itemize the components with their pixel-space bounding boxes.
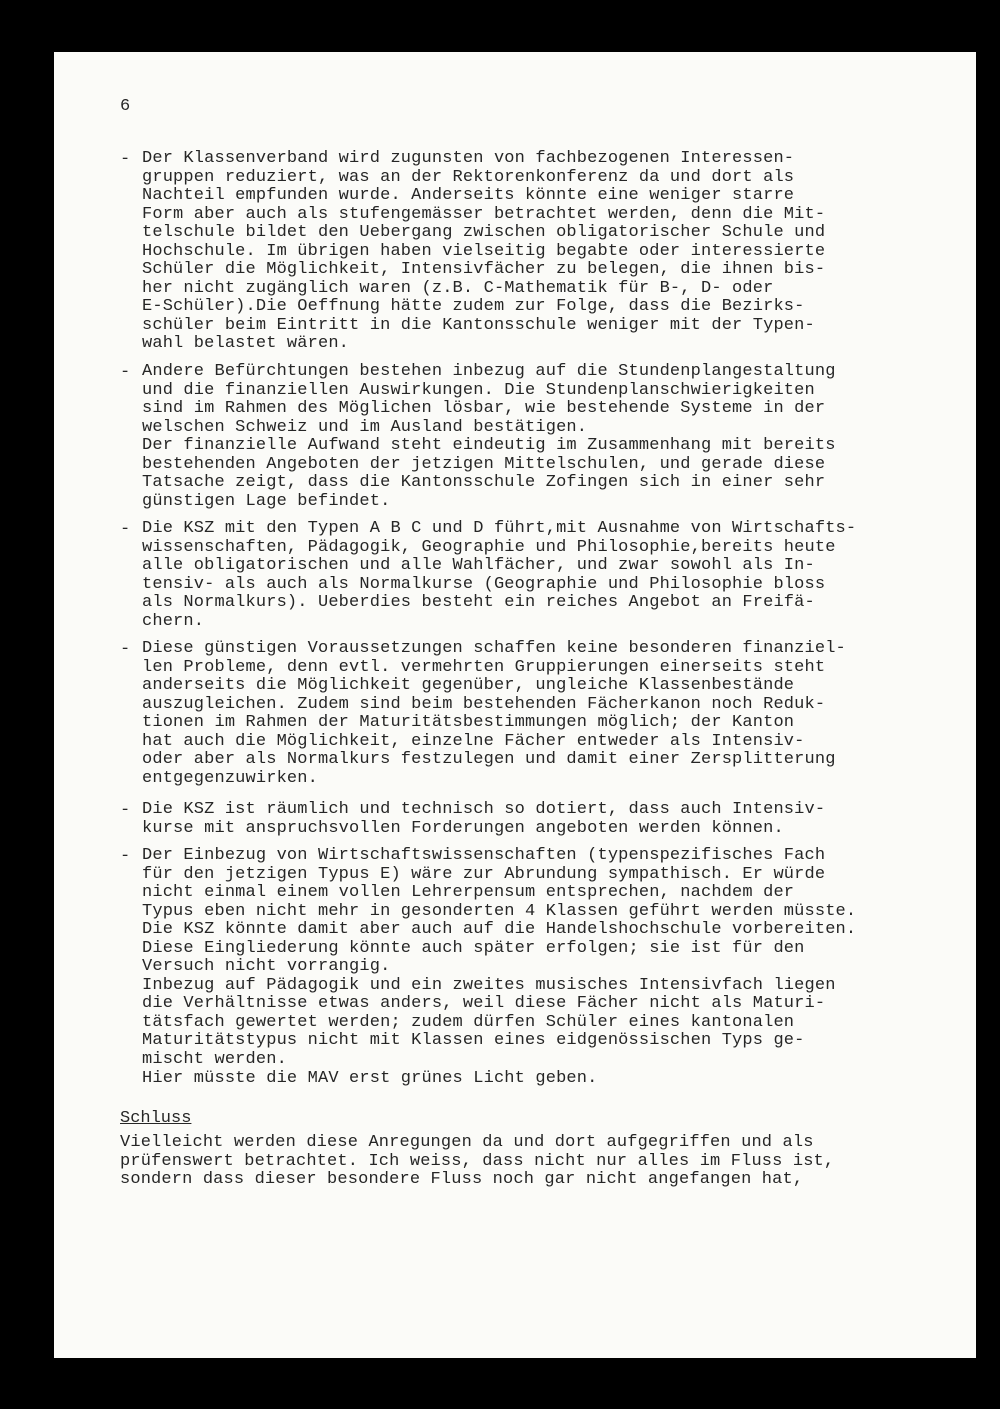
text-line: alle obligatorischen und alle Wahlfächer, und zwar sowohl als In- — [142, 556, 815, 576]
text-line: Die KSZ mit den Typen A B C und D führt,mit Ausnahme von Wirtschafts- — [142, 519, 857, 538]
list-item — [120, 640, 920, 788]
section-heading: Schluss — [120, 1109, 192, 1128]
text-line: und die finanziellen Auswirkungen. Die Stundenplanschwierigkeiten — [142, 380, 815, 400]
text-line: gruppen reduziert, was an der Rektorenkonferenz da und dort als — [142, 167, 795, 187]
bullet-marker: - — [120, 801, 131, 820]
text-line: entgegenzuwirken. — [142, 768, 318, 788]
text-line: Inbezug auf Pädagogik und ein zweites musisches Intensivfach liegen — [142, 975, 836, 995]
text-line: hat auch die Möglichkeit, einzelne Fächer entweder als Intensiv- — [142, 731, 805, 751]
text-line: Hochschule. Im übrigen haben vielseitig begabte oder interessierte — [142, 241, 826, 261]
document-page — [54, 52, 976, 1358]
conclusion-paragraph — [120, 1134, 834, 1190]
page-number: 6 — [120, 97, 131, 116]
text-line: welschen Schweiz und im Ausland bestätigen. — [142, 417, 588, 437]
text-line: wahl belastet wären. — [142, 334, 350, 354]
text-line: Der Einbezug von Wirtschaftswissenschaften (typenspezifisches Fach — [142, 846, 826, 865]
list-item — [120, 150, 920, 354]
list-item — [120, 847, 920, 1088]
text-line: oder aber als Normalkurs festzulegen und damit einer Zersplitterung — [142, 750, 836, 770]
text-line: tensiv- als auch als Normalkurse (Geographie und Philosophie bloss — [142, 574, 826, 594]
text-line: tionen im Rahmen der Maturitätsbestimmungen möglich; der Kanton — [142, 713, 795, 733]
bullet-marker: - — [120, 363, 131, 382]
text-line: Die KSZ ist räumlich und technisch so dotiert, dass auch Intensiv- — [142, 800, 826, 819]
text-line: anderseits die Möglichkeit gegenüber, ungleiche Klassenbestände — [142, 676, 795, 696]
text-line: Diese günstigen Voraussetzungen schaffen keine besonderen finanziel- — [142, 639, 846, 658]
text-line: als Normalkurs). Ueberdies besteht ein reiches Angebot an Freifä- — [142, 593, 815, 613]
text-line: Die KSZ könnte damit aber auch auf die Handelshochschule vorbereiten. — [142, 920, 857, 940]
text-line: sind im Rahmen des Möglichen lösbar, wie bestehende Systeme in der — [142, 399, 826, 419]
text-line: schüler beim Eintritt in die Kantonsschule weniger mit der Typen- — [142, 315, 815, 335]
list-item — [120, 801, 920, 838]
text-line: Nachteil empfunden wurde. Anderseits könnte eine weniger starre — [142, 186, 795, 206]
text-line: Maturitätstypus nicht mit Klassen eines eidgenössischen Typs ge- — [142, 1031, 805, 1051]
text-line: Diese Eingliederung könnte auch später erfolgen; sie ist für den — [142, 938, 805, 958]
text-line: kurse mit anspruchsvollen Forderungen angeboten werden können. — [142, 818, 784, 838]
text-line: Schüler die Möglichkeit, Intensivfächer zu belegen, die ihnen bis- — [142, 260, 826, 280]
text-line: sondern dass dieser besondere Fluss noch gar nicht angefangen hat, — [120, 1170, 804, 1190]
text-line: Form aber auch als stufengemässer betrachtet werden, denn die Mit- — [142, 204, 826, 224]
text-line: Der Klassenverband wird zugunsten von fachbezogenen Interessen- — [142, 149, 795, 168]
text-line: mischt werden. — [142, 1050, 287, 1070]
text-line: her nicht zugänglich waren (z.B. C-Mathematik für B-, D- oder — [142, 278, 774, 298]
text-line: wissenschaften, Pädagogik, Geographie und Philosophie,bereits heute — [142, 537, 836, 557]
text-line: Der finanzielle Aufwand steht eindeutig im Zusammenhang mit bereits — [142, 436, 836, 456]
text-line: Versuch nicht vorrangig. — [142, 957, 391, 977]
text-line: chern. — [142, 611, 205, 631]
list-item — [120, 363, 920, 511]
text-line: len Probleme, denn evtl. vermehrten Gruppierungen einerseits steht — [142, 657, 826, 677]
bullet-marker: - — [120, 640, 131, 659]
text-line: günstigen Lage befindet. — [142, 491, 391, 511]
text-line: auszugleichen. Zudem sind beim bestehenden Fächerkanon noch Reduk- — [142, 694, 826, 714]
bullet-marker: - — [120, 150, 131, 169]
text-line: für den jetzigen Typus E) wäre zur Abrundung sympathisch. Er würde — [142, 864, 826, 884]
text-line: Vielleicht werden diese Anregungen da und dort aufgegriffen und als — [120, 1133, 814, 1152]
text-line: Hier müsste die MAV erst grünes Licht geben. — [142, 1068, 598, 1088]
text-line: tätsfach gewertet werden; zudem dürfen Schüler eines kantonalen — [142, 1012, 795, 1032]
text-line: bestehenden Angeboten der jetzigen Mittelschulen, und gerade diese — [142, 454, 826, 474]
text-line: die Verhältnisse etwas anders, weil diese Fächer nicht als Maturi- — [142, 994, 826, 1014]
text-line: telschule bildet den Uebergang zwischen obligatorischer Schule und — [142, 223, 826, 243]
text-line: nicht einmal einem vollen Lehrerpensum entsprechen, nachdem der — [142, 883, 795, 903]
text-line: E-Schüler).Die Oeffnung hätte zudem zur Folge, dass die Bezirks- — [142, 297, 805, 317]
text-line: prüfenswert betrachtet. Ich weiss, dass nicht nur alles im Fluss ist, — [120, 1151, 835, 1171]
bullet-marker: - — [120, 847, 131, 866]
text-line: Typus eben nicht mehr in gesonderten 4 Klassen geführt werden müsste. — [142, 901, 857, 921]
text-line: Tatsache zeigt, dass die Kantonsschule Zofingen sich in einer sehr — [142, 473, 826, 493]
bullet-marker: - — [120, 520, 131, 539]
list-item — [120, 520, 920, 631]
text-line: Andere Befürchtungen bestehen inbezug auf die Stundenplangestaltung — [142, 362, 836, 381]
